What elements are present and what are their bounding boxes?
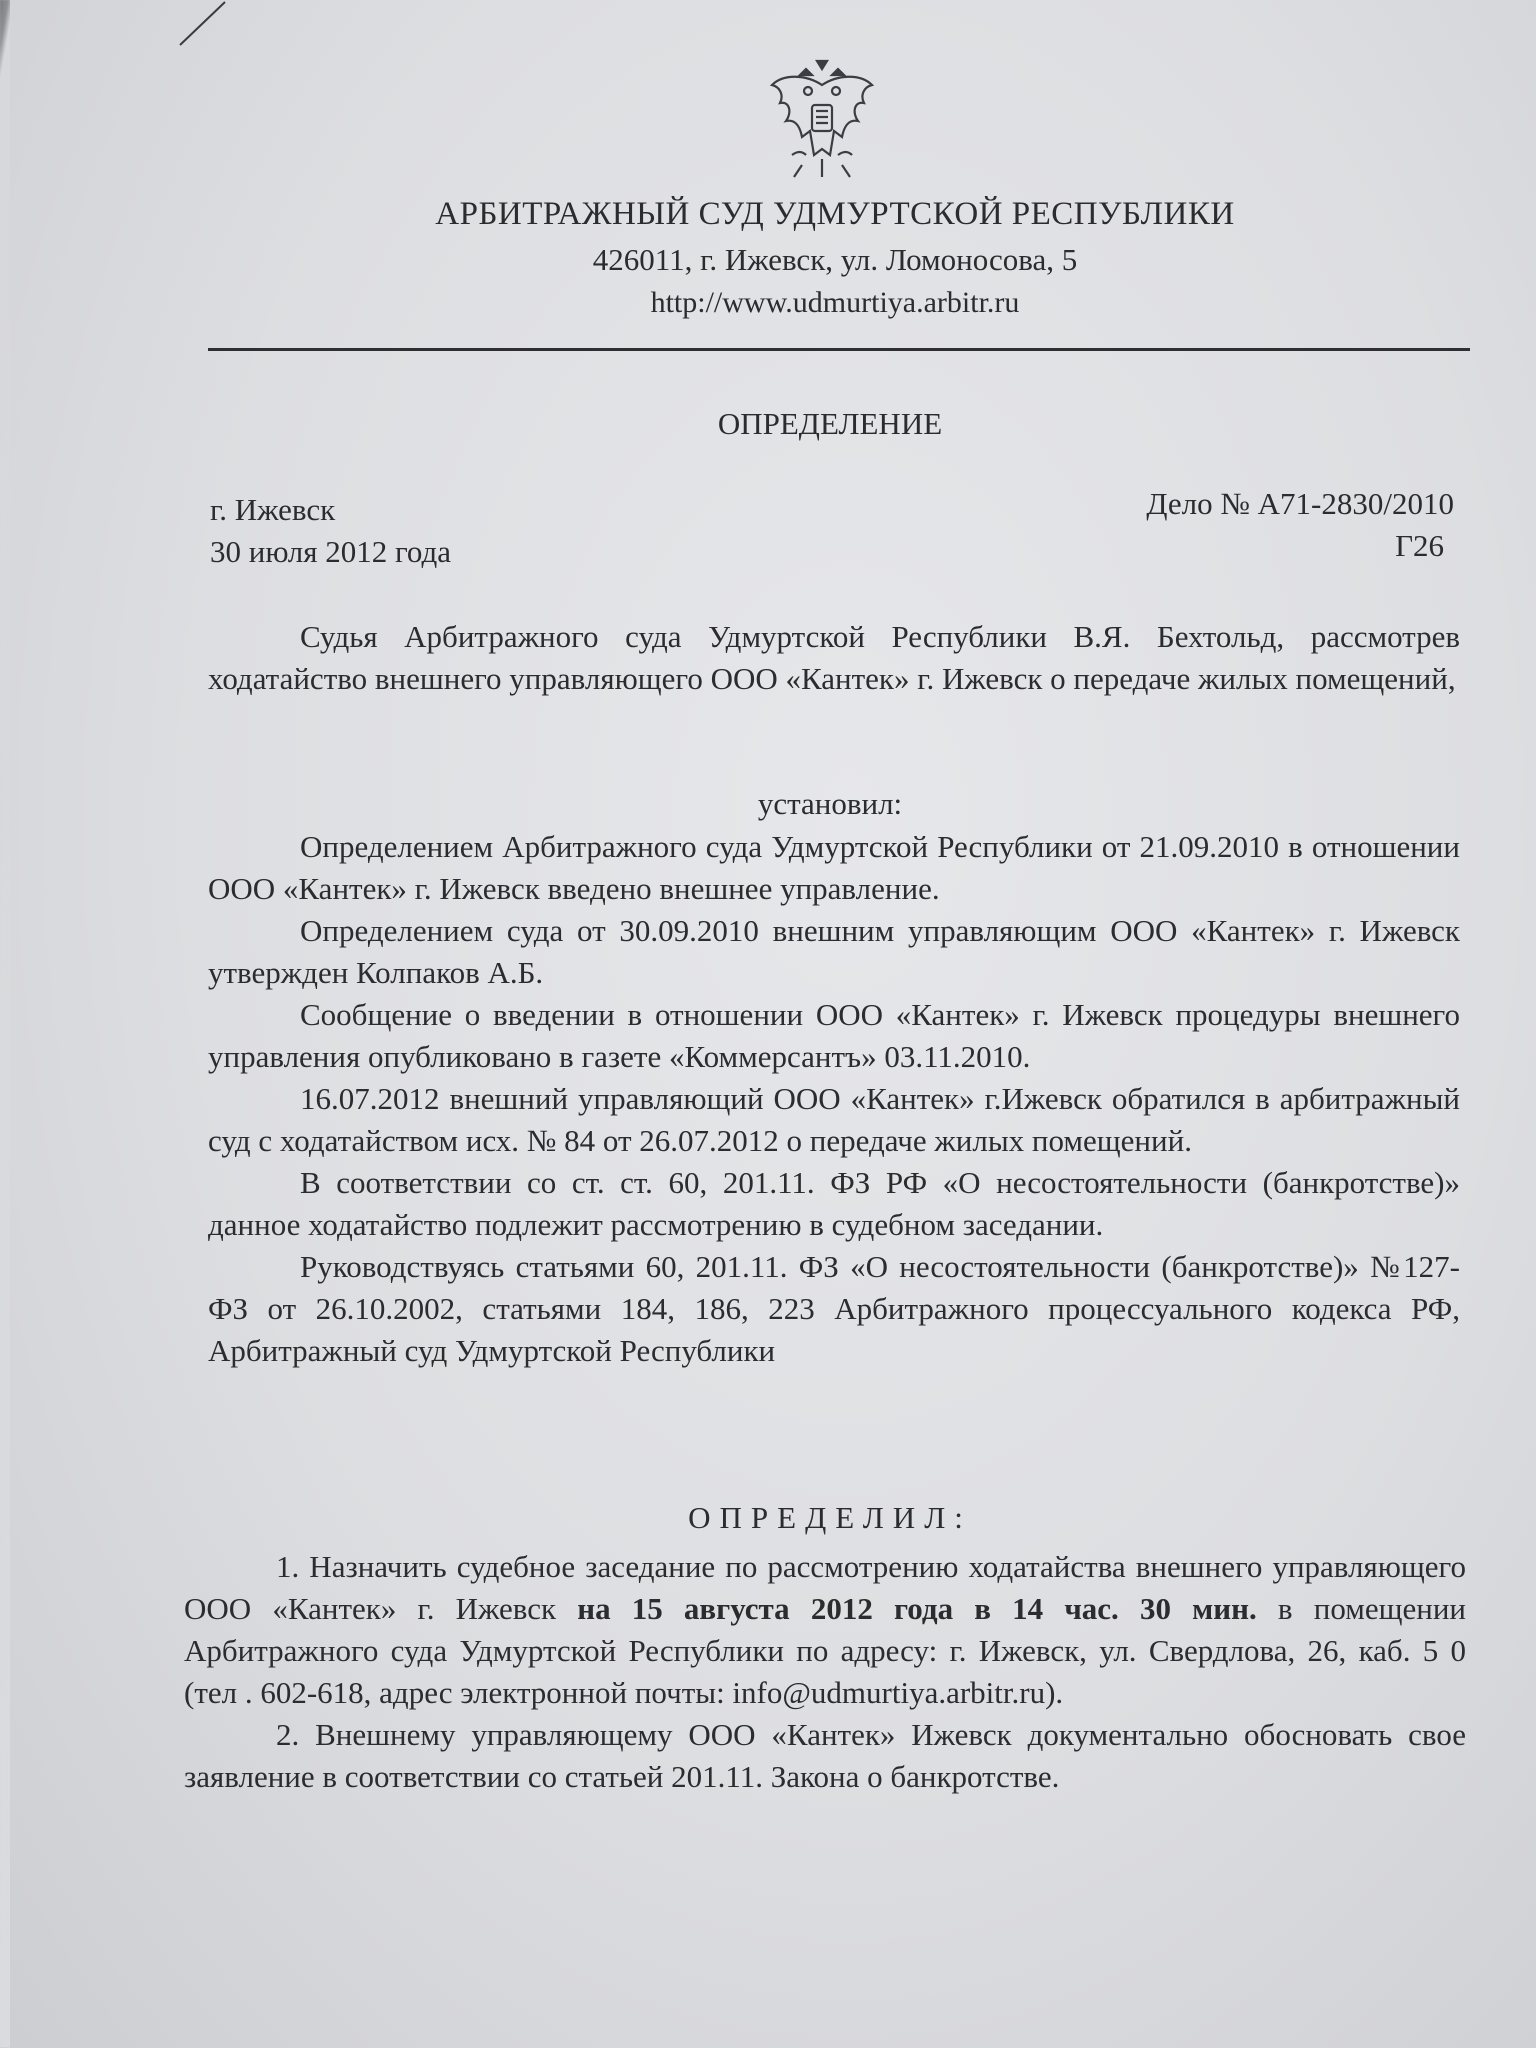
item-1-text: 1. Назначить судебное заседание по рассмотрению ходатайства внешнего управляющего ООО «Кантек» г. Ижевск [184, 1549, 1466, 1626]
pen-mark [170, 0, 240, 50]
court-address: 426011, г. Ижевск, ул. Ломоносова, 5 [592, 242, 1078, 277]
paragraph: 16.07.2012 внешний управляющий ООО «Кантек» г.Ижевск обратился в арбитражный суд с ходатайством исх. № 84 от 26.07.2012 о передаче жилых помещений. [208, 1081, 1460, 1158]
hearing-datetime: на 15 августа 2012 года в 14 час. 30 мин. [577, 1591, 1257, 1626]
court-website: http://www.udmurtiya.arbitr.ru [650, 286, 1020, 319]
paragraph: В соответствии со ст. ст. 60, 201.11. ФЗ РФ «О несостоятельности (банкротстве)» данное ходатайство подлежит рассмотрению в судебном заседании. [208, 1165, 1460, 1242]
document-page [10, 0, 1536, 2048]
header-divider [208, 348, 1470, 351]
established-block [208, 826, 1460, 1372]
paragraph: Сообщение о введении в отношении ООО «Кантек» г. Ижевск процедуры внешнего управления опубликовано в газете «Коммерсантъ» 03.11.2010. [208, 997, 1460, 1074]
paragraph: Руководствуясь статьями 60, 201.11. ФЗ «О несостоятельности (банкротстве)» №127- ФЗ от 26.10.2002, статьями 184, 186, 223 Арбитражного процессуального кодекса РФ, Арбитражный суд Удмуртской Республики [208, 1249, 1460, 1368]
case-code: Г26 [1395, 528, 1444, 563]
paragraph: Определением Арбитражного суда Удмуртской Республики от 21.09.2010 в отношении ООО «Кантек» г. Ижевск введено внешнее управление. [208, 829, 1460, 906]
document-title: ОПРЕДЕЛЕНИЕ [717, 406, 943, 441]
document-date: 30 июля 2012 года [210, 534, 452, 569]
paragraph: Определением суда от 30.09.2010 внешним управляющим ООО «Кантек» г. Ижевск утвержден Колпаков А.Б. [208, 913, 1460, 990]
document-place: г. Ижевск [210, 492, 336, 527]
court-name: АРБИТРАЖНЫЙ СУД УДМУРТСКОЙ РЕСПУБЛИКИ [435, 196, 1235, 232]
decision-item-1 [184, 1546, 1466, 1714]
decision-block [184, 1546, 1466, 1798]
decided-heading: ОПРЕДЕЛИЛ: [688, 1500, 972, 1535]
coat-of-arms-icon [762, 55, 882, 185]
case-number: Дело № А71-2830/2010 [1146, 486, 1454, 521]
established-heading: установил: [757, 786, 903, 821]
decision-item-2: 2. Внешнему управляющему ООО «Кантек» Ижевск документально обосновать свое заявление в соответствии со статьей 201.11. Закона о банкротстве. [184, 1717, 1466, 1794]
item-1-text-continued: в помещении Арбитражного суда Удмуртской Республики по адресу: г. Ижевск, ул. Свердлова, 26, каб. 5 0 (тел . 602-618, адрес электронной почты: info@udmurtiya.arbitr.ru). [184, 1591, 1466, 1710]
intro-paragraph: Судья Арбитражного суда Удмуртской Республики В.Я. Бехтольд, рассмотрев ходатайство внешнего управляющего ООО «Кантек» г. Ижевск о передаче жилых помещений, [208, 619, 1460, 696]
